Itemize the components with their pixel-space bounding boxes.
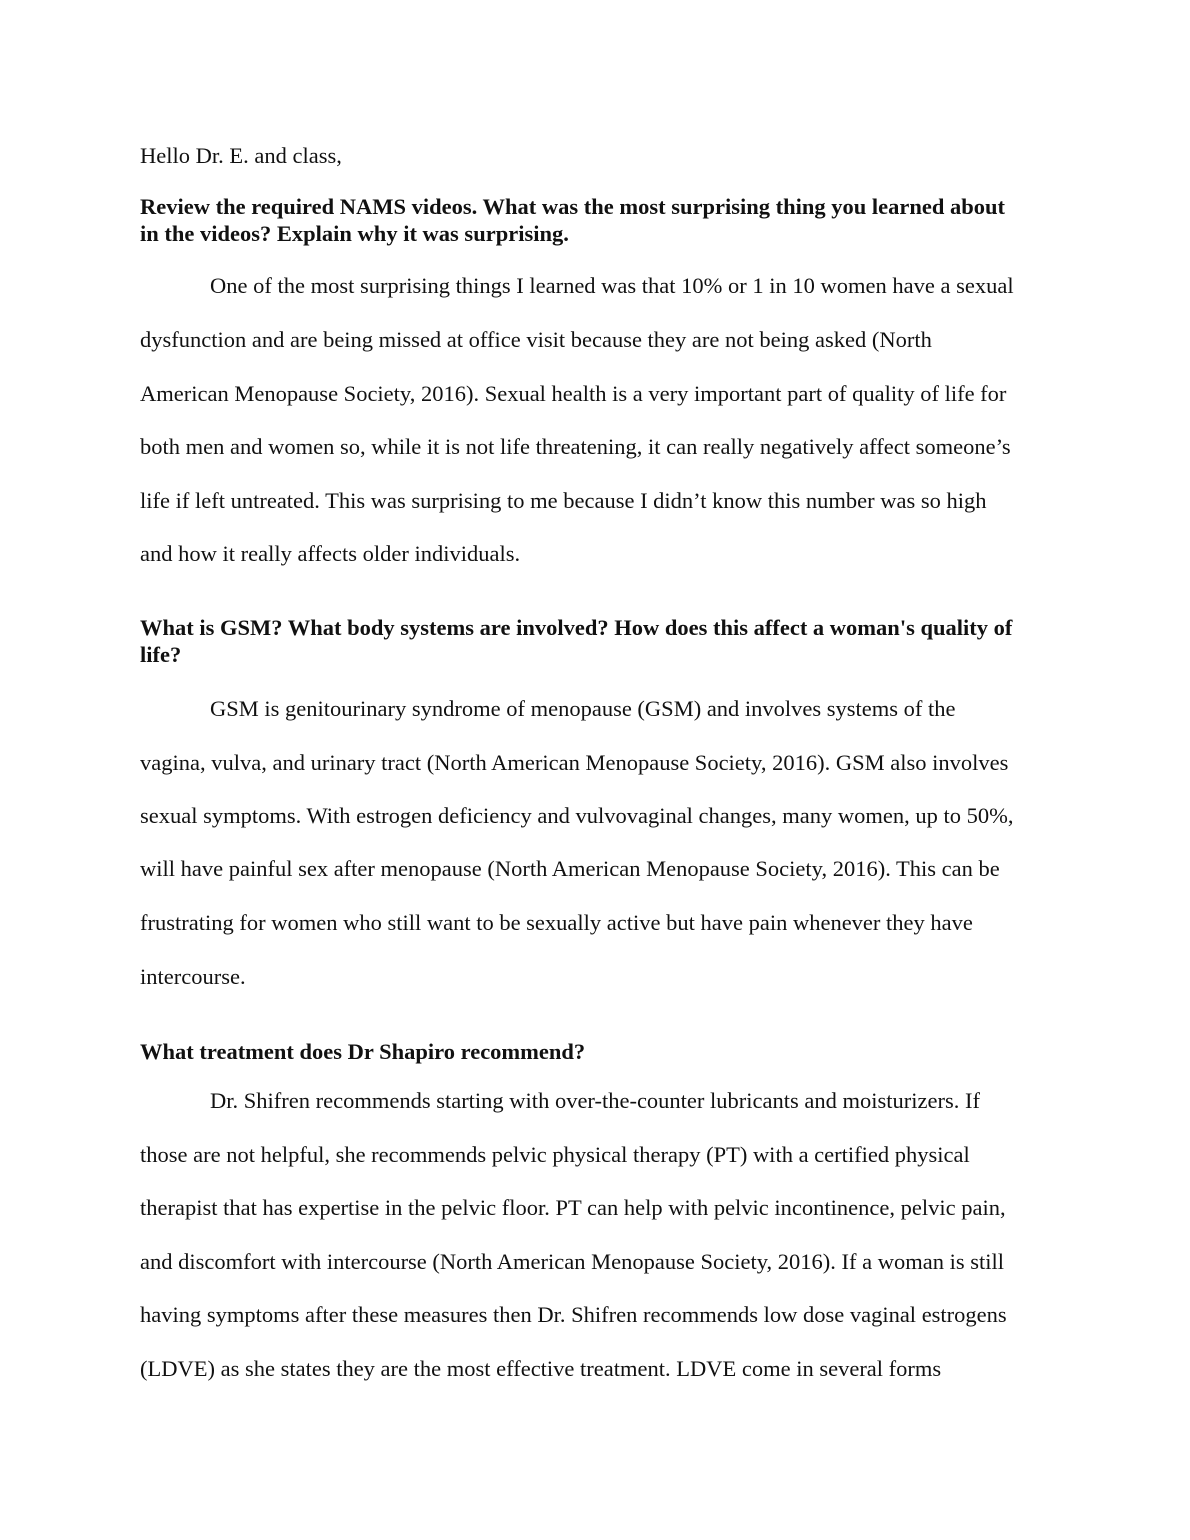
section2-body-line-6: intercourse. xyxy=(140,964,246,989)
section3-body-line-4: and discomfort with intercourse (North American Menopause Society, 2016). If a woman is still xyxy=(140,1249,1004,1274)
section3-heading: What treatment does Dr Shapiro recommend? xyxy=(140,1039,586,1064)
section1-heading-line-1: Review the required NAMS videos. What was the most surprising thing you learned about xyxy=(140,194,1006,219)
section1-body-line-2: dysfunction and are being missed at office visit because they are not being asked (North xyxy=(140,327,932,352)
section1-heading-line-2: in the videos? Explain why it was surprising. xyxy=(140,221,569,246)
section3-body-line-2: those are not helpful, she recommends pelvic physical therapy (PT) with a certified physical xyxy=(140,1142,970,1167)
section2-body-line-2: vagina, vulva, and urinary tract (North American Menopause Society, 2016). GSM also involves xyxy=(140,750,1009,775)
section3-body-line-6: (LDVE) as she states they are the most effective treatment. LDVE come in several forms xyxy=(140,1356,942,1381)
section3-body-line-3: therapist that has expertise in the pelvic floor. PT can help with pelvic incontinence, pelvic pain, xyxy=(140,1195,1006,1220)
section1-body-line-6: and how it really affects older individuals. xyxy=(140,541,521,566)
section3-body-line-5: having symptoms after these measures then Dr. Shifren recommends low dose vaginal estrogens xyxy=(140,1302,1007,1327)
section1-body-line-4: both men and women so, while it is not life threatening, it can really negatively affect someone’s xyxy=(140,434,1011,459)
section3-body-line-1: Dr. Shifren recommends starting with over-the-counter lubricants and moisturizers. If xyxy=(210,1088,980,1113)
section2-body-line-5: frustrating for women who still want to be sexually active but have pain whenever they have xyxy=(140,910,973,935)
section1-body-line-5: life if left untreated. This was surprising to me because I didn’t know this number was so high xyxy=(140,488,987,513)
section2-heading-line-2: life? xyxy=(140,642,182,667)
section2-body-line-4: will have painful sex after menopause (North American Menopause Society, 2016). This can be xyxy=(140,856,1000,881)
greeting: Hello Dr. E. and class, xyxy=(140,143,342,168)
section2-body-line-1: GSM is genitourinary syndrome of menopause (GSM) and involves systems of the xyxy=(210,696,956,721)
section1-body-line-3: American Menopause Society, 2016). Sexual health is a very important part of quality of life for xyxy=(140,381,1007,406)
section2-heading-line-1: What is GSM? What body systems are involved? How does this affect a woman's quality of xyxy=(140,615,1013,640)
section2-body-line-3: sexual symptoms. With estrogen deficiency and vulvovaginal changes, many women, up to 50%, xyxy=(140,803,1014,828)
section1-body-line-1: One of the most surprising things I learned was that 10% or 1 in 10 women have a sexual xyxy=(210,273,1014,298)
